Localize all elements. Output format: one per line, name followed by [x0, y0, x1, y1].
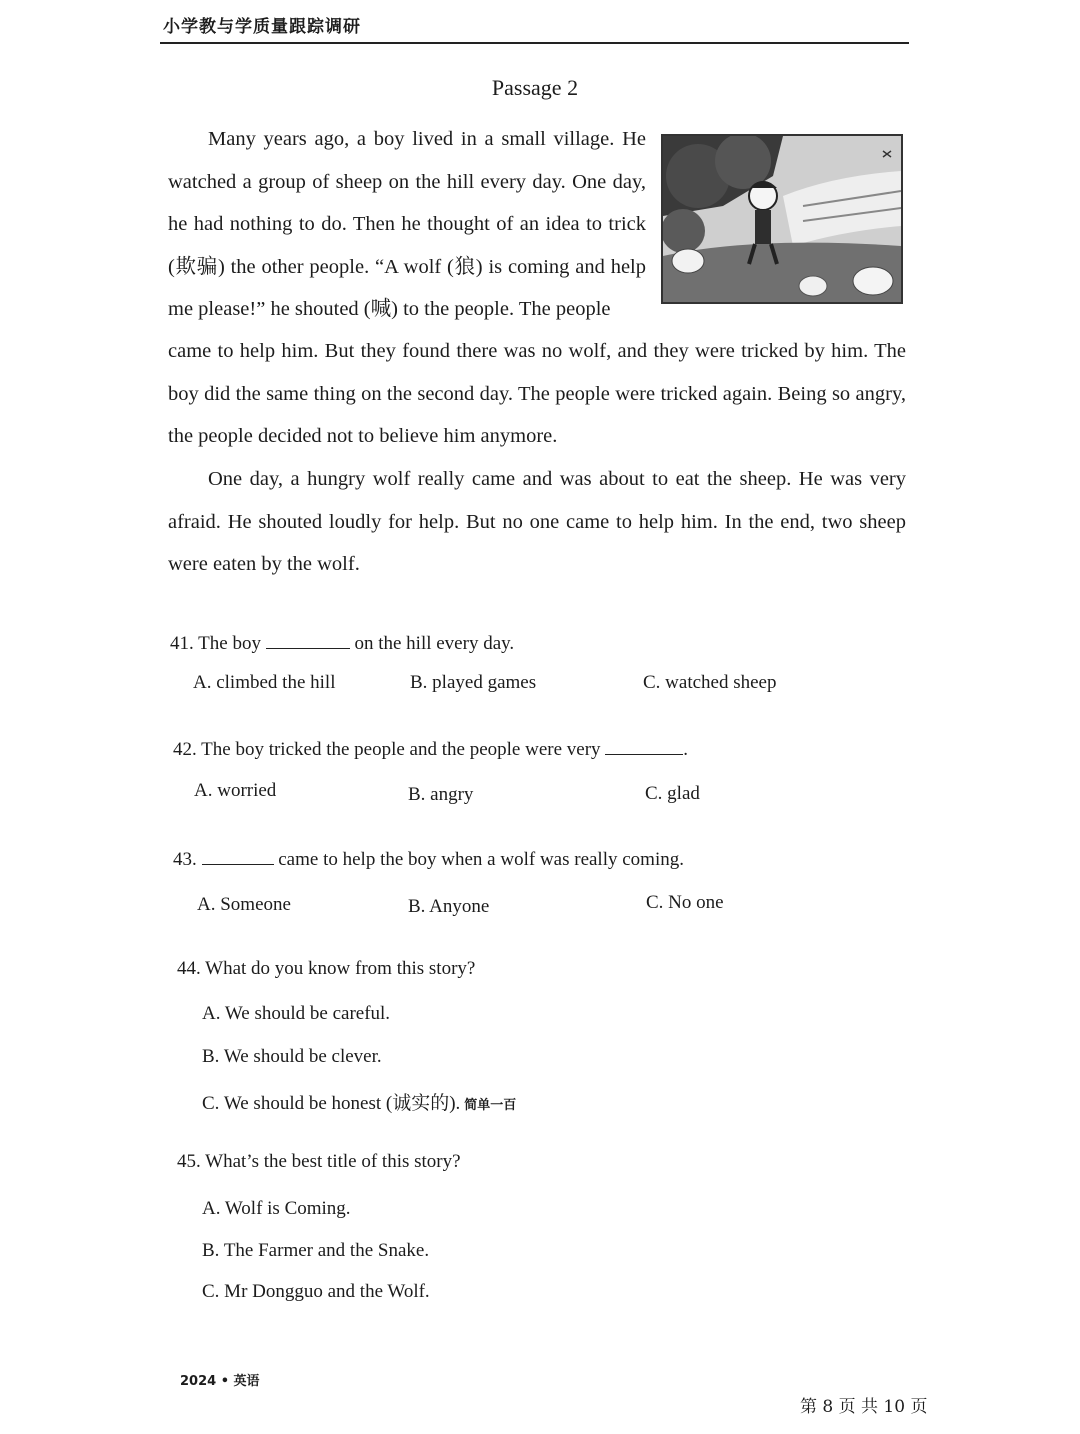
story-illustration: [661, 134, 903, 304]
footer-page-number: 第 8 页 共 10 页: [800, 1397, 928, 1417]
footer-subject: 2024 • 英语: [180, 1374, 260, 1389]
option-41-b[interactable]: B. played games: [410, 672, 537, 693]
passage-title: Passage 2: [491, 75, 579, 100]
question-44: 44. What do you know from this story?: [177, 958, 476, 979]
header-title: 小学教与学质量跟踪调研: [163, 17, 361, 37]
boy-with-sheep-illustration: [663, 136, 901, 302]
question-42: 42. The boy tricked the people and the people were very .: [173, 739, 689, 760]
header-rule: [160, 42, 909, 44]
paragraph-1-top: [168, 118, 646, 331]
option-44-b[interactable]: B. We should be clever.: [202, 1046, 382, 1067]
question-41: 41. The boy on the hill every day.: [170, 633, 515, 654]
watermark-stamp: 简单一百: [464, 1098, 517, 1113]
question-43: 43. came to help the boy when a wolf was really coming.: [173, 849, 684, 870]
option-45-b[interactable]: B. The Farmer and the Snake.: [202, 1240, 430, 1261]
option-43-a[interactable]: A. Someone: [197, 894, 291, 915]
paragraph-2: [168, 458, 906, 586]
answer-blank[interactable]: [605, 738, 683, 755]
option-45-c[interactable]: C. Mr Dongguo and the Wolf.: [202, 1281, 430, 1302]
option-43-c[interactable]: C. No one: [646, 892, 724, 913]
option-42-a[interactable]: A. worried: [194, 780, 277, 801]
option-42-b[interactable]: B. angry: [408, 784, 474, 805]
option-43-b[interactable]: B. Anyone: [408, 896, 490, 917]
answer-blank[interactable]: [266, 632, 350, 649]
option-41-c[interactable]: C. watched sheep: [643, 672, 777, 693]
paragraph-2-text: One day, a hungry wolf really came and was about to eat the sheep. He was very afraid. He shouted loudly for help. But no one came to help him. In the end, two sheep were eaten by the wolf.: [168, 468, 906, 575]
paragraph-1-rest: came to help him. But they found there was no wolf, and they were tricked by him. The boy did the same thing on the second day. The people were tricked again. Being so angry, the people decided not to believe him anymore.: [168, 340, 906, 447]
option-42-c[interactable]: C. glad: [645, 783, 700, 804]
answer-blank[interactable]: [202, 848, 274, 865]
option-45-a[interactable]: A. Wolf is Coming.: [202, 1198, 351, 1219]
question-45: 45. What’s the best title of this story?: [177, 1151, 461, 1172]
option-44-a[interactable]: A. We should be careful.: [202, 1003, 391, 1024]
paragraph-1-top-text: Many years ago, a boy lived in a small village. He watched a group of sheep on the hill every day. One day, he had nothing to do. Then he thought of an idea to trick (欺骗) the other people. “A wolf (狼) is coming and help me please!” he shouted (喊) to the people. The people: [168, 128, 646, 320]
option-44-c[interactable]: C. We should be honest (诚实的). 简单一百: [202, 1093, 517, 1114]
option-41-a[interactable]: A. climbed the hill: [193, 672, 336, 693]
